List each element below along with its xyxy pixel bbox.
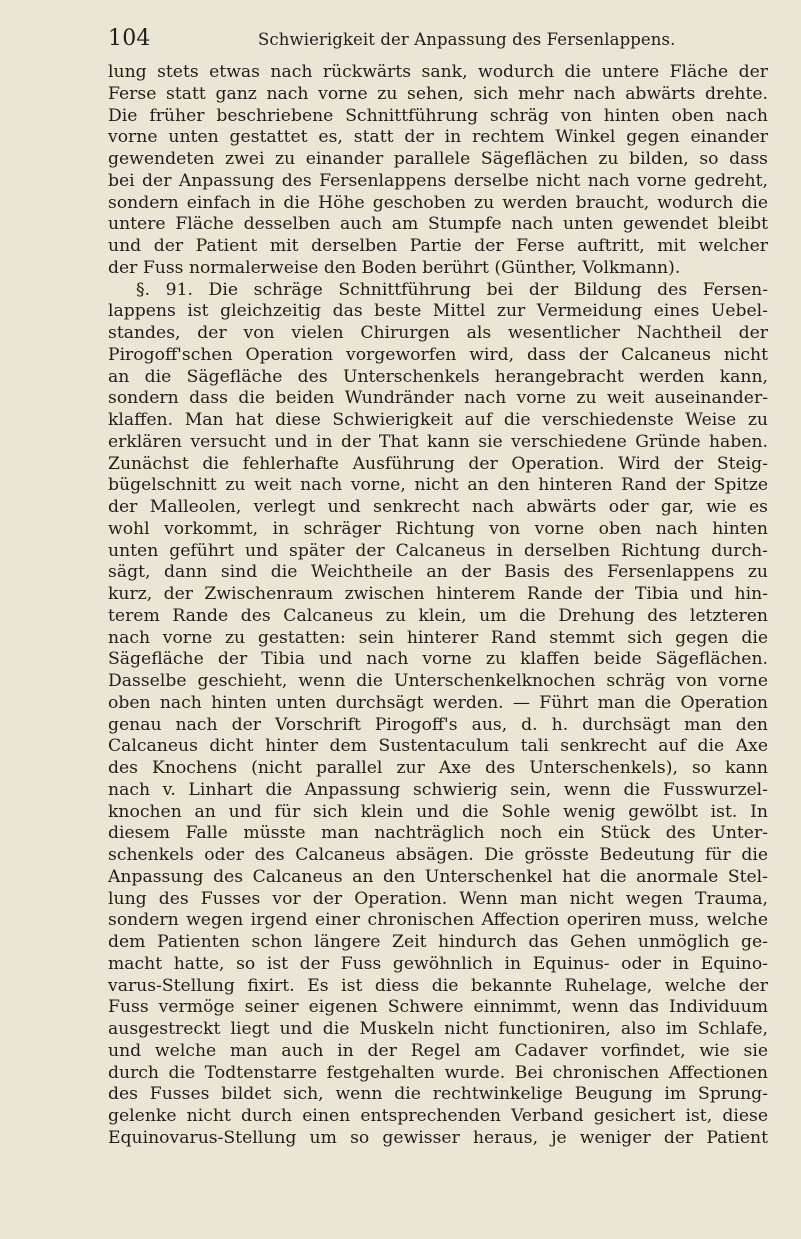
text-line: gewendeten zwei zu einander parallele Sägeflächen zu bilden, so dass: [108, 149, 768, 169]
text-line: lappens ist gleichzeitig das beste Mittel zur Vermeidung eines Uebel-: [108, 301, 768, 322]
text-line: sondern wegen irgend einer chronischen Affection operiren muss, welche: [108, 910, 768, 931]
text-line: Anpassung des Calcaneus an den Unterschenkel hat die anormale Stel-: [108, 866, 768, 887]
text-line: Pirogoff'schen Operation vorgeworfen wird, dass der Calcaneus nicht: [108, 344, 768, 365]
text-line: untere Fläche desselben auch am Stumpfe nach unten gewendet bleibt: [108, 214, 768, 235]
text-line: genau nach der Vorschrift Pirogoff's aus, d. h. durchsägt man den: [108, 714, 768, 735]
text-line: Fuss vermöge seiner eigenen Schwere einnimmt, wenn das Individuum: [108, 997, 768, 1018]
running-head: Schwierigkeit der Anpassung des Fersenlappens.: [258, 30, 676, 49]
text-line: varus-Stellung fixirt. Es ist diess die bekannte Ruhelage, welche der: [108, 975, 768, 996]
text-line: vorne unten gestattet es, statt der in rechtem Winkel gegen einander: [108, 127, 768, 148]
text-line: durch die Todtenstarre festgehalten wurde. Bei chronischen Affectionen: [108, 1062, 768, 1083]
text-line: des Fusses bildet sich, wenn die rechtwinkelige Beugung im Sprung-: [108, 1084, 768, 1105]
text-line: sondern dass die beiden Wundränder nach vorne zu weit auseinander-: [108, 388, 768, 409]
page-number: 104: [108, 26, 151, 51]
text-line: standes, der von vielen Chirurgen als wesentlicher Nachtheil der: [108, 323, 768, 343]
paragraph-end-line: der Fuss normalerweise den Boden berührt (Günther, Volkmann).: [108, 257, 681, 278]
text-line: schenkels oder des Calcaneus absägen. Die grösste Bedeutung für die: [108, 845, 768, 865]
page-header: [108, 24, 768, 54]
text-line: oben nach hinten unten durchsägt werden. — Führt man die Operation: [108, 692, 768, 713]
text-line: ausgestreckt liegt und die Muskeln nicht functioniren, also im Schlafe,: [108, 1019, 768, 1039]
section-91-first-line: §. 91. Die schräge Schnittführung bei der Bildung des Fersen-: [136, 279, 768, 300]
text-line: nach v. Linhart die Anpassung schwierig sein, wenn die Fusswurzel-: [108, 779, 768, 800]
text-line: kurz, der Zwischenraum zwischen hinterem Rande der Tibia und hin-: [108, 584, 768, 604]
text-line: gelenke nicht durch einen entsprechenden Verband gesichert ist, diese: [108, 1106, 768, 1126]
text-line: des Knochens (nicht parallel zur Axe des Unterschenkels), so kann: [108, 758, 768, 778]
text-line: Calcaneus dicht hinter dem Sustentaculum tali senkrecht auf die Axe: [108, 736, 768, 757]
text-line: der Malleolen, verlegt und senkrecht nach abwärts oder gar, wie es: [108, 497, 768, 517]
text-line: bei der Anpassung des Fersenlappens derselbe nicht nach vorne gedreht,: [108, 170, 768, 191]
text-line: klaffen. Man hat diese Schwierigkeit auf die verschiedenste Weise zu: [108, 410, 768, 430]
text-line: lung stets etwas nach rückwärts sank, wodurch die untere Fläche der: [108, 62, 768, 82]
text-line: macht hatte, so ist der Fuss gewöhnlich in Equinus- oder in Equino-: [108, 953, 768, 974]
text-line: knochen an und für sich klein und die Sohle wenig gewölbt ist. In: [108, 801, 768, 822]
text-line: sondern einfach in die Höhe geschoben zu werden braucht, wodurch die: [108, 192, 768, 213]
text-line: Dasselbe geschieht, wenn die Unterschenkelknochen schräg von vorne: [108, 671, 768, 691]
text-line: nach vorne zu gestatten: sein hinterer Rand stemmt sich gegen die: [108, 627, 768, 648]
text-line: unten geführt und später der Calcaneus in derselben Richtung durch-: [108, 540, 768, 561]
text-line: dem Patienten schon längere Zeit hindurch das Gehen unmöglich ge-: [108, 932, 768, 952]
text-line: sägt, dann sind die Weichtheile an der Basis des Fersenlappens zu: [108, 562, 768, 583]
text-line: Equinovarus-Stellung um so gewisser heraus, je weniger der Patient: [108, 1127, 768, 1148]
text-line: erklären versucht und in der That kann sie verschiedene Gründe haben.: [108, 431, 768, 452]
text-line: wohl vorkommt, in schräger Richtung von vorne oben nach hinten: [108, 518, 768, 539]
text-line: und der Patient mit derselben Partie der Ferse auftritt, mit welcher: [108, 236, 768, 256]
text-line: Sägefläche der Tibia und nach vorne zu klaffen beide Sägeflächen.: [108, 649, 768, 670]
text-line: an die Sägefläche des Unterschenkels herangebracht werden kann,: [108, 366, 768, 387]
text-line: Zunächst die fehlerhafte Ausführung der Operation. Wird der Steig-: [108, 453, 768, 474]
text-line: bügelschnitt zu weit nach vorne, nicht an den hinteren Rand der Spitze: [108, 475, 768, 496]
text-line: lung des Fusses vor der Operation. Wenn man nicht wegen Trauma,: [108, 888, 768, 909]
text-line: terem Rande des Calcaneus zu klein, um die Drehung des letzteren: [108, 605, 768, 626]
text-line: und welche man auch in der Regel am Cadaver vorfindet, wie sie: [108, 1040, 768, 1061]
body-text: [108, 62, 768, 1150]
text-line: Die früher beschriebene Schnittführung schräg von hinten oben nach: [108, 105, 768, 126]
text-line: Ferse statt ganz nach vorne zu sehen, sich mehr nach abwärts drehte.: [108, 83, 768, 104]
text-line: diesem Falle müsste man nachträglich noch ein Stück des Unter-: [108, 823, 768, 844]
